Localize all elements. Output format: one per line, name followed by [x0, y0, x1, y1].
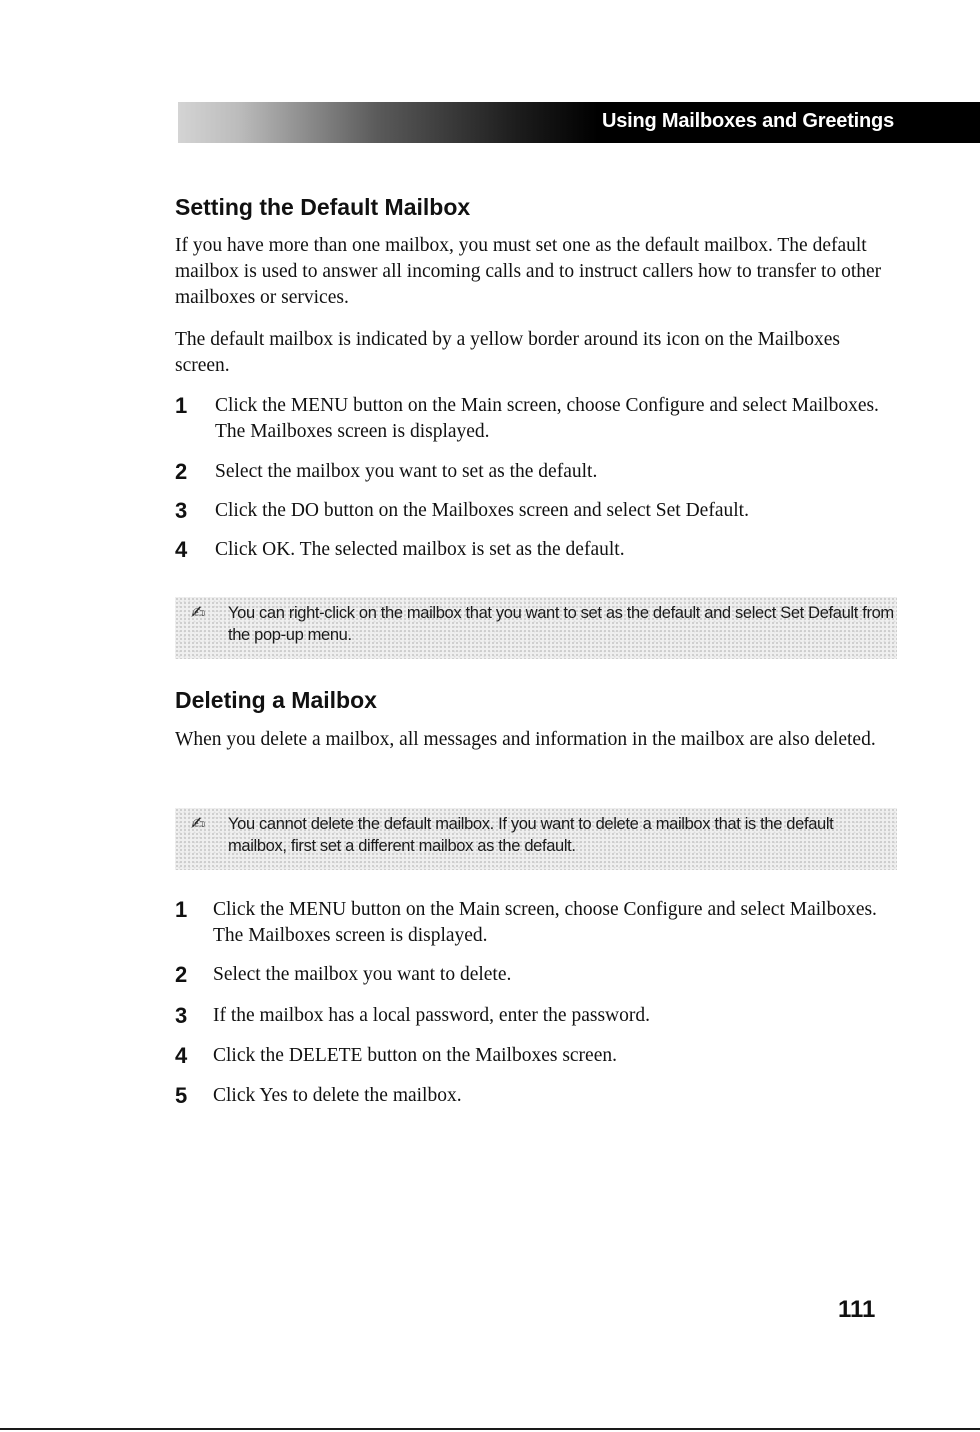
note-text: You can right-click on the mailbox that you want to set as the default and select Set Default from the pop-up menu.: [228, 604, 894, 644]
list-item: [175, 537, 895, 567]
delete-mailbox-section: [175, 687, 890, 714]
step-number: 3: [175, 1003, 188, 1028]
section-heading-delete: Deleting a Mailbox: [175, 687, 377, 713]
warning-note-box: [175, 808, 897, 870]
step-number: 5: [175, 1083, 188, 1108]
step-text: Click the DELETE button on the Mailboxes screen.: [213, 1045, 617, 1066]
step-text: If the mailbox has a local password, enter the password.: [213, 1005, 650, 1026]
step-text: Click the MENU button on the Main screen, choose Configure and select Mailboxes. The Mailboxes screen is displayed.: [213, 899, 877, 946]
default-mailbox-section: [175, 194, 890, 221]
body-paragraph: If you have more than one mailbox, you must set one as the default mailbox. The default mailbox is used to answer all incoming calls and to instruct callers how to transfer to other mailboxes or services.: [175, 235, 882, 308]
list-item: [175, 459, 895, 498]
body-paragraph: When you delete a mailbox, all messages and information in the mailbox are also deleted.: [175, 729, 876, 750]
default-intro-paragraph: [175, 233, 890, 311]
chapter-header-bar: [178, 102, 980, 143]
tip-note-box: [175, 597, 897, 659]
step-text: Click the MENU button on the Main screen, choose Configure and select Mailboxes. The Mailboxes screen is displayed.: [215, 395, 879, 442]
section-heading-default: Setting the Default Mailbox: [175, 194, 471, 220]
step-text: Click the DO button on the Mailboxes screen and select Set Default.: [215, 500, 749, 521]
note-text: You cannot delete the default mailbox. If you want to delete a mailbox that is the default mailbox, first set a different mailbox as the default.: [228, 815, 834, 855]
step-text: Click Yes to delete the mailbox.: [213, 1085, 462, 1106]
list-item: [175, 1043, 895, 1083]
list-item: [175, 962, 895, 1003]
step-number: 3: [175, 498, 188, 523]
note-pencil-icon: ✍: [191, 603, 206, 623]
default-steps-list: [175, 393, 895, 567]
chapter-title: Using Mailboxes and Greetings: [601, 110, 894, 132]
page-number: 111: [838, 1296, 876, 1323]
step-number: 1: [175, 393, 188, 418]
list-item: [175, 1083, 895, 1113]
step-text: Select the mailbox you want to set as the default.: [215, 461, 598, 482]
delete-steps-list: [175, 897, 895, 1113]
step-number: 2: [175, 962, 188, 987]
list-item: [175, 897, 895, 962]
step-number: 4: [175, 1043, 188, 1068]
step-number: 2: [175, 459, 188, 484]
list-item: [175, 498, 895, 537]
step-number: 1: [175, 897, 188, 922]
list-item: [175, 1003, 895, 1043]
page-bottom-rule: [0, 1428, 980, 1430]
body-paragraph: The default mailbox is indicated by a yellow border around its icon on the Mailboxes screen.: [175, 329, 840, 376]
step-number: 4: [175, 537, 188, 562]
note-pencil-icon: ✍: [191, 814, 206, 834]
delete-intro-paragraph: [175, 727, 890, 753]
step-text: Click OK. The selected mailbox is set as the default.: [215, 539, 625, 560]
step-text: Select the mailbox you want to delete.: [213, 964, 512, 985]
default-indicator-paragraph: [175, 327, 890, 379]
list-item: [175, 393, 895, 459]
